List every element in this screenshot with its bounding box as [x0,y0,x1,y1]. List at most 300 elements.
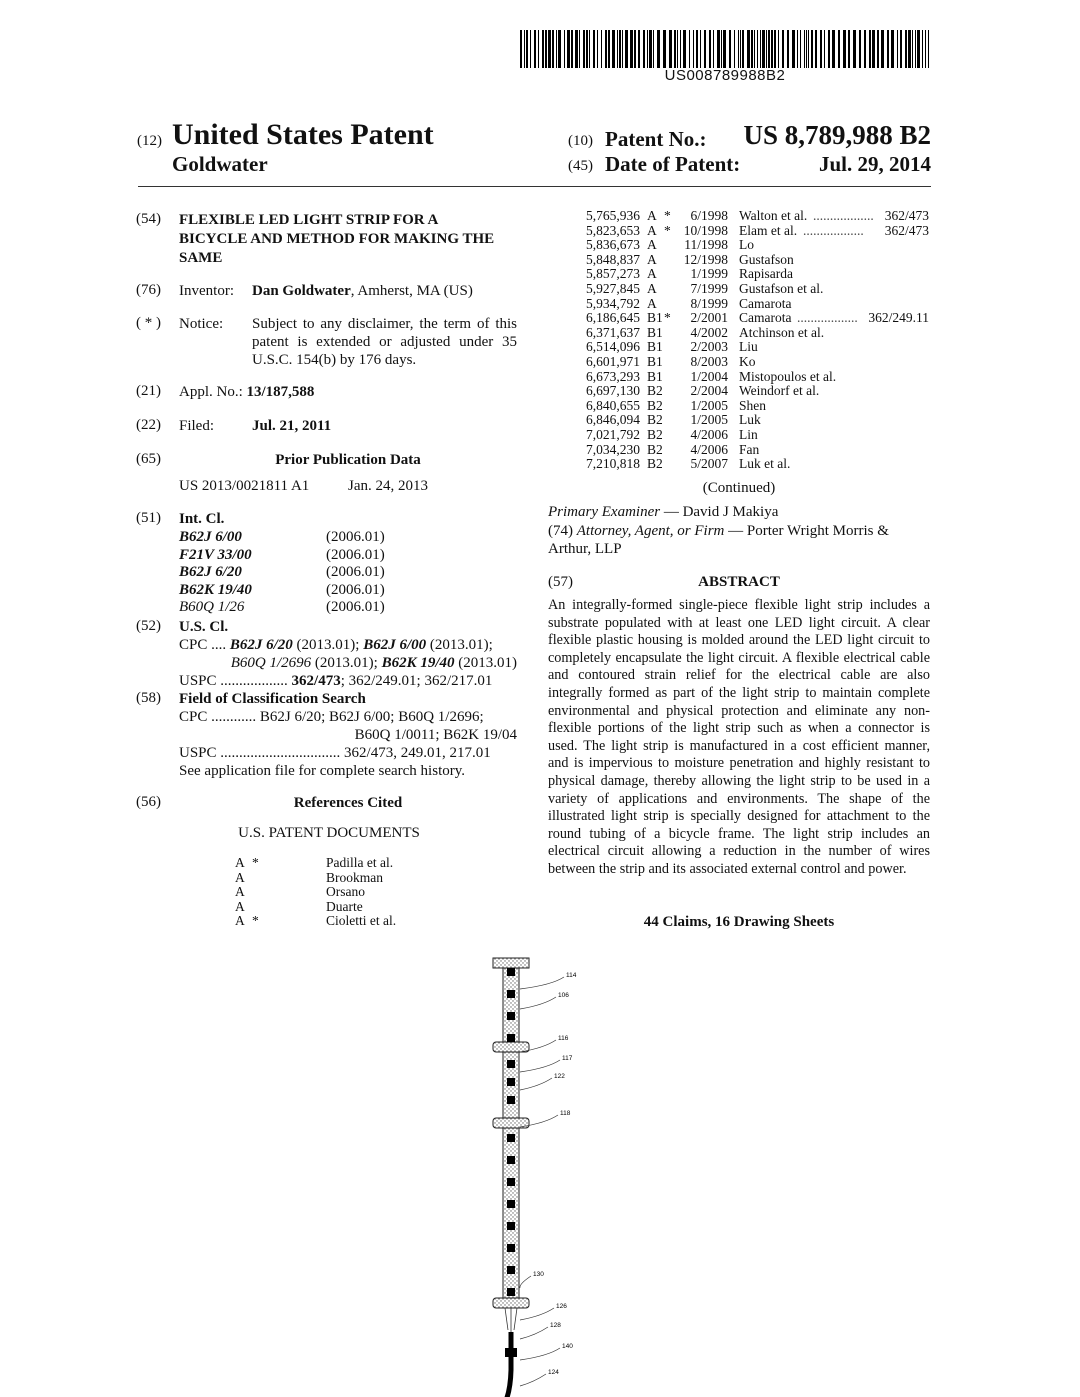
reference-name: Brookman [326,869,383,885]
leader-line [520,1308,554,1320]
reference-name: Luk et al. [739,456,791,472]
reference-numeral: 130 [533,1271,544,1278]
fcs-note: See application file for complete search history. [179,763,466,779]
int-cl-version: (2006.01) [326,564,385,581]
barcode-bar [619,30,621,68]
reference-name: Shen [739,397,766,413]
reference-row [0,297,1080,312]
barcode-bar [579,30,580,68]
notice-text: Subject to any disclaimer, the term of this patent is extended or adjusted under 35 U.S.C. 154(b) by 176 days. [252,316,517,368]
reference-no: 6,371,637 [586,324,640,340]
leader-line [520,1348,560,1360]
barcode-bar [558,30,561,68]
reference-name: Atchinson et al. [739,324,825,340]
attorney: (74) Attorney, Agent, or Firm — Porter Wright Morris & Arthur, LLP [548,523,889,557]
led [507,1012,515,1020]
barcode-bar [897,30,898,68]
code-57: (57) [548,574,573,590]
reference-name: Camarota [739,295,792,311]
led [507,990,515,998]
barcode-bar [689,30,690,68]
strain-relief [505,1348,517,1357]
led [507,1096,515,1104]
reference-no: 6,673,293 [586,368,640,384]
barcode-bar [738,30,739,68]
barcode-bar [859,30,861,68]
barcode-bar [674,30,676,68]
prior-pub-date: Jan. 24, 2013 [348,478,428,494]
reference-kind: A [235,869,245,885]
reference-kind: A [647,208,657,223]
reference-no: 5,765,936 [586,208,640,223]
led [507,1178,515,1186]
code-45: (45) [568,158,593,174]
reference-row [0,282,1080,297]
barcode-bar [524,30,525,68]
barcode-bar [804,30,805,68]
reference-row [0,340,1080,355]
barcode-bar [608,30,610,68]
reference-row [0,384,1080,399]
int-cl-code: B60Q 1/26 [179,599,245,616]
code-51: (51) [136,510,161,526]
barcode-bar [832,30,835,68]
barcode-bar [925,30,926,68]
barcode-bar [638,30,640,68]
barcode-bar [848,30,850,68]
reference-row [0,355,1080,370]
int-cl-version: (2006.01) [326,599,385,616]
reference-row [0,900,540,915]
reference-star: * [664,310,671,326]
led [507,1266,515,1274]
uspc-line: USPC .................. 362/473; 362/249.01; 362/217.01 [179,673,493,689]
reference-name: Padilla et al. [326,855,394,870]
representative-drawing [470,950,610,1376]
reference-kind: A [647,281,657,296]
barcode-bar [542,30,544,68]
reference-name: Gustafson et al. [739,281,824,296]
reference-kind: A [647,237,657,253]
reference-no: 5,823,653 [586,222,640,238]
reference-no: 6,186,645 [586,310,640,326]
int-cl-row [179,563,419,581]
barcode-bar [891,30,894,68]
code-10: (10) [568,133,593,149]
barcode-bar [792,30,795,68]
barcode-bar [571,30,573,68]
code-58: (58) [136,690,161,706]
electrical-cable [490,1332,511,1397]
reference-row [0,399,1080,414]
led [507,1288,515,1296]
code-21: (21) [136,383,161,399]
barcode-bar [713,30,714,68]
barcode-bar [771,30,773,68]
reference-leader-dots: .................. [797,310,858,326]
reference-name: Luk [739,412,761,428]
leader-line [520,1374,546,1386]
header-rule [138,186,931,187]
invention-title: FLEXIBLE LED LIGHT STRIP FOR A BICYCLE AND METHOD FOR MAKING THE SAME [179,212,495,266]
barcode-bar [811,30,813,68]
reference-kind: B1 [647,324,663,340]
barcode-bar [747,30,750,68]
barcode-bar [696,30,698,68]
barcode-bar [922,30,923,68]
reference-row [0,443,1080,458]
barcode-bar [751,30,753,68]
reference-no: 5,857,273 [586,266,640,282]
leader-line [520,1078,552,1090]
reference-name: Liu [739,339,758,355]
reference-date: 2/2003 [690,339,728,355]
barcode-bar [808,30,809,68]
barcode-bar [704,30,706,68]
barcode-bar [693,30,694,68]
barcode-bar [680,30,681,68]
reference-date: 11/1998 [684,237,728,253]
barcode-bar [612,30,615,68]
barcode-bar [912,30,913,68]
reference-row [0,370,1080,385]
int-cl-row [179,581,419,599]
reference-numeral: 122 [554,1073,565,1080]
barcode-bar [530,30,531,68]
leader-line [520,1327,548,1339]
application-number: Appl. No.: 13/187,588 [179,384,315,400]
int-cl-list [179,528,419,616]
mounting-tab [493,1298,529,1308]
int-cl-code: B62J 6/20 [179,564,242,581]
reference-no: 5,927,845 [586,281,640,296]
reference-name: Lin [739,427,758,442]
barcode-bar [887,30,889,68]
barcode-bar [657,30,660,68]
reference-kind: A [647,266,657,282]
reference-kind: B2 [647,456,663,472]
barcode-bar [622,30,623,68]
barcode-bar [729,30,731,68]
barcode-bar [647,30,648,68]
barcode-number: US008789988B2 [664,67,786,84]
barcode-bar [917,30,920,68]
reference-no: 5,836,673 [586,237,640,253]
reference-kind: B2 [647,427,663,442]
reference-star: * [664,208,671,223]
patent-number: US 8,789,988 B2 [743,120,931,150]
barcode [520,30,930,68]
field-search-heading: Field of Classification Search [179,691,366,707]
barcode-bar [538,30,539,68]
led [507,1060,515,1068]
reference-name: Fan [739,441,760,457]
barcode-bar [552,30,554,68]
barcode-bar [564,30,565,68]
int-cl-version: (2006.01) [326,546,385,563]
abstract-heading: ABSTRACT [698,574,780,590]
barcode-bar [643,30,645,68]
barcode-bar [806,30,807,68]
reference-leader-dots: .................. [813,208,874,223]
primary-examiner: Primary Examiner — David J Makiya [548,504,779,520]
reference-row [0,253,1080,268]
reference-numeral: 140 [562,1343,573,1350]
mounting-tab [493,1042,529,1052]
reference-row [0,311,1080,326]
reference-row [0,238,1080,253]
date-label: Date of Patent: [605,152,741,176]
notice-label: Notice: [179,316,224,332]
reference-name: Ko [739,354,756,369]
code-notice: ( * ) [136,315,161,331]
reference-name: Elam et al. [739,222,798,238]
reference-name: Rapisarda [739,266,793,282]
barcode-bar [586,30,588,68]
reference-name: Duarte [326,898,363,914]
barcode-bar [583,30,585,68]
prior-pub-number: US 2013/0021811 A1 [179,478,310,494]
barcode-bar [872,30,875,68]
code-52: (52) [136,618,161,634]
reference-kind: A [647,295,657,311]
int-cl-version: (2006.01) [326,581,385,598]
barcode-bar [597,30,598,68]
reference-kind: B2 [647,383,663,399]
continued: (Continued) [702,480,776,496]
strip-top-cap [493,958,529,968]
reference-date: 1/2004 [690,368,728,384]
int-cl-version: (2006.01) [326,529,385,545]
barcode-bar [774,30,776,68]
reference-date: 2/2004 [690,383,728,399]
reference-no: 6,840,655 [586,397,640,413]
reference-name: Camarota [739,310,792,326]
barcode-bar [778,30,779,68]
barcode-bar [526,30,528,68]
barcode-bar [734,30,735,68]
reference-numeral: 116 [558,1035,569,1042]
reference-date: 10/1998 [683,222,728,238]
reference-row [0,209,1080,224]
reference-date: 7/1999 [690,281,728,296]
code-54: (54) [136,211,161,227]
reference-name: Lo [739,237,754,253]
barcode-bar [869,30,871,68]
int-cl-code: B62K 19/40 [179,581,252,598]
led [507,1156,515,1164]
reference-kind: B2 [647,397,663,413]
int-cl-row [179,546,419,564]
barcode-bar [877,30,879,68]
barcode-bar [617,30,618,68]
barcode-bar [853,30,856,68]
led [507,1134,515,1142]
filed-label: Filed: [179,418,215,434]
leader-line [520,997,556,1009]
barcode-bar [649,30,652,68]
reference-no: 6,697,130 [586,383,640,399]
code-56: (56) [136,794,161,810]
code-12: (12) [137,133,162,149]
reference-row [0,413,1080,428]
barcode-bar [908,30,911,68]
reference-kind: A [235,913,245,929]
fcs-cpc-line-2: B60Q 1/0011; B62K 19/04 [354,727,517,743]
barcode-bar [630,30,633,68]
us-cl-heading: U.S. Cl. [179,619,229,635]
reference-date: 8/1999 [690,295,728,311]
barcode-bar [534,30,536,68]
reference-no: 5,848,837 [586,251,640,267]
reference-kind: A [235,898,245,914]
us-docs-heading: U.S. PATENT DOCUMENTS [238,825,420,841]
led [507,1200,515,1208]
reference-numeral: 117 [562,1055,573,1062]
barcode-bar [900,30,902,68]
barcode-bar [601,30,602,68]
patent-no-label: Patent No.: [605,127,707,151]
reference-name: Cioletti et al. [326,913,397,929]
barcode-bar [881,30,884,68]
reference-date: 1/2005 [690,397,728,413]
reference-kind: A [647,222,657,238]
barcode-bar [828,30,830,68]
reference-kind: B1 [647,339,663,355]
inventor-label: Inventor: [179,283,234,299]
cpc-line-2: B60Q 1/2696 (2013.01); B62K 19/40 (2013.01) [230,655,517,671]
reference-kind: A [647,251,657,267]
patent-type: United States Patent [172,118,434,151]
barcode-bar [768,30,770,68]
reference-cls: 362/473 [884,208,929,223]
barcode-bar [709,30,711,68]
reference-no: 6,846,094 [586,412,640,428]
inventor: Dan Goldwater, Amherst, MA (US) [252,283,473,299]
barcode-bar [797,30,798,68]
barcode-bar [838,30,840,68]
leader-line [520,977,564,989]
reference-name: Walton et al. [739,208,808,223]
leader-line [520,1276,531,1288]
reference-date: 4/2006 [690,441,728,457]
led [507,1222,515,1230]
code-76: (76) [136,282,161,298]
barcode-bar [625,30,628,68]
barcode-bar [760,30,761,68]
barcode-bar [700,30,701,68]
reference-name: Weindorf et al. [739,383,820,399]
reference-row [0,856,540,871]
barcode-bar [567,30,570,68]
barcode-bar [669,30,672,68]
barcode-bar [742,30,744,68]
cpc-line-1: CPC .... B62J 6/20 (2013.01); B62J 6/00 (2013.01); [179,637,493,653]
reference-date: 12/1998 [683,251,728,267]
barcode-bar [820,30,822,68]
int-cl-code: F21V 33/00 [179,546,252,563]
barcode-bar [782,30,784,68]
barcode-bar [740,30,741,68]
reference-no: 5,934,792 [586,295,640,311]
reference-numeral: 126 [556,1303,567,1310]
reference-cls: 362/473 [884,222,929,238]
barcode-bar [589,30,590,68]
reference-row [0,428,1080,443]
references-heading: References Cited [293,795,403,811]
reference-cls: 362/249.11 [868,310,929,326]
reference-kind: B1 [647,368,663,384]
reference-kind: A [235,855,245,870]
reference-name: Orsano [326,884,365,900]
patent-date: Jul. 29, 2014 [818,152,931,176]
reference-date: 2/2001 [690,310,728,326]
barcode-bar [593,30,595,68]
barcode-bar [683,30,686,68]
code-65: (65) [136,451,161,467]
barcode-bar [520,30,522,68]
barcode-bar [824,30,825,68]
reference-date: 4/2002 [690,324,728,340]
int-cl-row [179,528,419,546]
reference-numeral: 128 [550,1322,561,1329]
reference-row [0,224,1080,239]
barcode-bar [717,30,720,68]
leader-line [520,1060,560,1072]
barcode-bar [677,30,678,68]
prior-pub-heading: Prior Publication Data [275,452,421,468]
barcode-bar [634,30,636,68]
reference-leader-dots: .................. [803,222,864,238]
claims-sheets: 44 Claims, 16 Drawing Sheets [643,914,835,930]
fcs-uspc-line: USPC ................................ 362/473, 249.01, 217.01 [179,745,491,761]
reference-star: * [252,913,259,929]
led [507,1034,515,1042]
fcs-cpc-line-1: CPC ............ B62J 6/20; B62J 6/00; B60Q 1/2696; [179,709,484,725]
reference-date: 1/1999 [690,266,728,282]
barcode-bar [545,30,547,68]
reference-numeral: 106 [558,992,569,999]
barcode-bar [723,30,726,68]
reference-no: 7,034,230 [586,441,640,457]
reference-kind: B2 [647,412,663,428]
barcode-bar [653,30,654,68]
barcode-bar [905,30,907,68]
barcode-bar [766,30,767,68]
barcode-bar [663,30,666,68]
barcode-bar [754,30,755,68]
int-cl-code: B62J 6/00 [179,529,242,545]
barcode-bar [757,30,758,68]
reference-no: 6,514,096 [586,339,640,355]
reference-no: 7,210,818 [586,456,640,472]
reference-numeral: 124 [548,1369,559,1376]
abstract-text: An integrally-formed single-piece flexible light strip includes a substrate populated with at least one LED light circuit. A clear flexible plastic housing is molded around the LED light circuit to completely encapsulate the light circuit. A flexible electrical cable and contoured strain relief for the electrical cable are also integrally formed as part of the light strip to maintain complete environmental and physical protection and eliminate any non-flexible portions of the light strip such as when a connector is used. The light strip is manufactured in a cost efficient manner, and is impervious to moisture penetration and highly resistant to physical damage, thereby allowing the light strip to be used in a variety of applications and environments. The shape of the illustrated light strip is specially designed for attachment to the round tubing of a bicycle frame. The light strip includes an electrical circuit allowing a reduction in the number of wires between the strip and its associated external control and power. [548,597,930,877]
reference-row [0,871,540,886]
reference-no: 6,601,971 [586,354,640,369]
reference-kind: B1 [647,354,663,369]
led [507,1078,515,1086]
reference-row [0,885,540,900]
reference-date: 5/2007 [690,456,728,472]
reference-row [0,326,1080,341]
barcode-bar [575,30,578,68]
reference-row [0,267,1080,282]
barcode-bar [843,30,846,68]
led [507,968,515,976]
inventor-surname: Goldwater [172,152,268,176]
reference-kind: A [235,884,245,900]
